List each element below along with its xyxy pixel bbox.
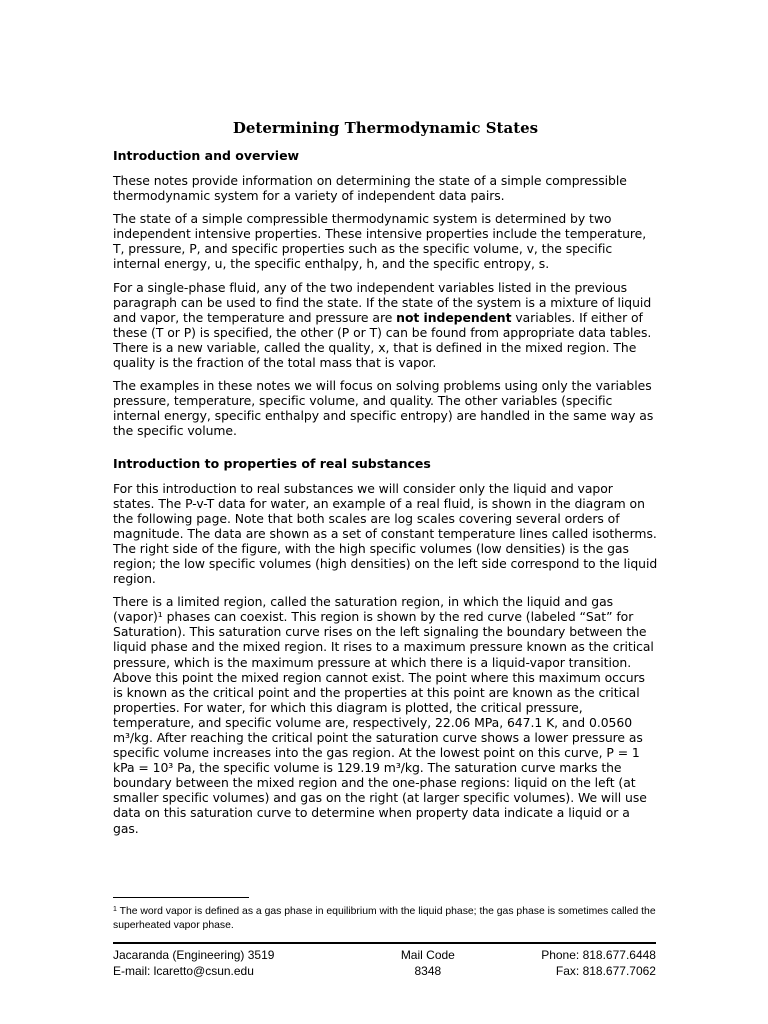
footnote bbox=[113, 903, 658, 933]
footer-phone: Phone: 818.677.6448 bbox=[541, 948, 656, 962]
paragraph: There is a limited region, called the saturation region, in which the liquid and gas (vapor)¹ phases can coexist. This region is shown by the red curve (labeled “Sat” for Saturation). This saturation curve rises on the left signaling the boundary between the liquid phase and the mixed region. It rises to a maximum pressure known as the critical pressure, which is the maximum pressure at which there is a liquid-vapor transition. Above this point the mixed region cannot exist. The point where this maximum occurs is known as the critical point and the properties at this point are known as the critical properties. For water, for which this diagram is plotted, the critical pressure, temperature, and specific volume are, respectively, 22.06 MPa, 647.1 K, and 0.0560 m³/kg. After reaching the critical point the saturation curve shows a lower pressure as specific volume increases into the gas region. At the lowest point on this curve, P = 1 kPa = 10³ Pa, the specific volume is 129.19 m³/kg. The saturation curve marks the boundary between the mixed region and the one-phase regions: liquid on the left (at smaller specific volumes) and gas on the right (at larger specific volumes). We will use data on this saturation curve to determine when property data indicate a liquid or a gas. bbox=[113, 594, 654, 836]
footnote-marker: 1 bbox=[113, 906, 117, 913]
footer-mail-code bbox=[401, 947, 455, 979]
paragraph: For this introduction to real substances we will consider only the liquid and vapor states. The P-v-T data for water, an example of a real fluid, is shown in the diagram on the following page. Note that both scales are log scales covering several orders of magnitude. The data are shown as a set of constant temperature lines called isotherms. The right side of the figure, with the high specific volumes (low densities) is the gas region; the low specific volumes (high densities) on the left side correspond to the liquid region. bbox=[113, 480, 658, 587]
page-footer bbox=[113, 947, 656, 979]
document-body bbox=[113, 118, 658, 844]
paragraph: The examples in these notes we will focus on solving problems using only the variables pressure, temperature, specific volume, and quality. The other variables (specific internal energy, specific enthalpy and specific entropy) are handled in the same way as the specific volume. bbox=[113, 378, 654, 439]
footer-office: Jacaranda (Engineering) 3519 bbox=[113, 948, 275, 962]
footnote-text: The word vapor is defined as a gas phase in equilibrium with the liquid phase; the gas phase is sometimes called the superheated vapor phase. bbox=[113, 906, 656, 931]
paragraph bbox=[113, 280, 658, 371]
document-title: Determining Thermodynamic States bbox=[232, 119, 539, 137]
section-heading-introduction: Introduction and overview bbox=[113, 148, 300, 163]
paragraph: These notes provide information on determining the state of a simple compressible thermodynamic system for a variety of independent data pairs. bbox=[113, 173, 627, 204]
footer-mail-code-label: Mail Code bbox=[400, 948, 455, 962]
footer-fax: Fax: 818.677.7062 bbox=[555, 964, 656, 978]
footer-mail-code-value: 8348 bbox=[414, 964, 442, 978]
footer-email: E-mail: lcaretto@csun.edu bbox=[113, 964, 254, 978]
footer-contact bbox=[541, 947, 656, 979]
footnote-divider bbox=[113, 897, 249, 898]
footer-address bbox=[113, 947, 274, 979]
footer-divider bbox=[113, 942, 656, 944]
section-heading-real-substances: Introduction to properties of real substances bbox=[113, 455, 431, 471]
paragraph-text: For a single-phase fluid, any of the two independent variables listed in the previous paragraph can be used to find the state. If the state of the system is a mixture of liquid and vapor, the temperature and pressure are bbox=[113, 279, 652, 325]
paragraph: The state of a simple compressible thermodynamic system is determined by two independent intensive properties. These intensive properties include the temperature, T, pressure, P, and specific properties such as the specific volume, v, the specific internal energy, u, the specific enthalpy, h, and the specific entropy, s. bbox=[113, 211, 647, 272]
paragraph-text: variables. If either of these (T or P) is specified, the other (P or T) can be found from appropriate data tables. There is a new variable, called the quality, x, that is defined in the mixed region. The quality is the fraction of the total mass that is vapor. bbox=[113, 309, 652, 371]
emphasis-text: not independent bbox=[396, 309, 512, 325]
